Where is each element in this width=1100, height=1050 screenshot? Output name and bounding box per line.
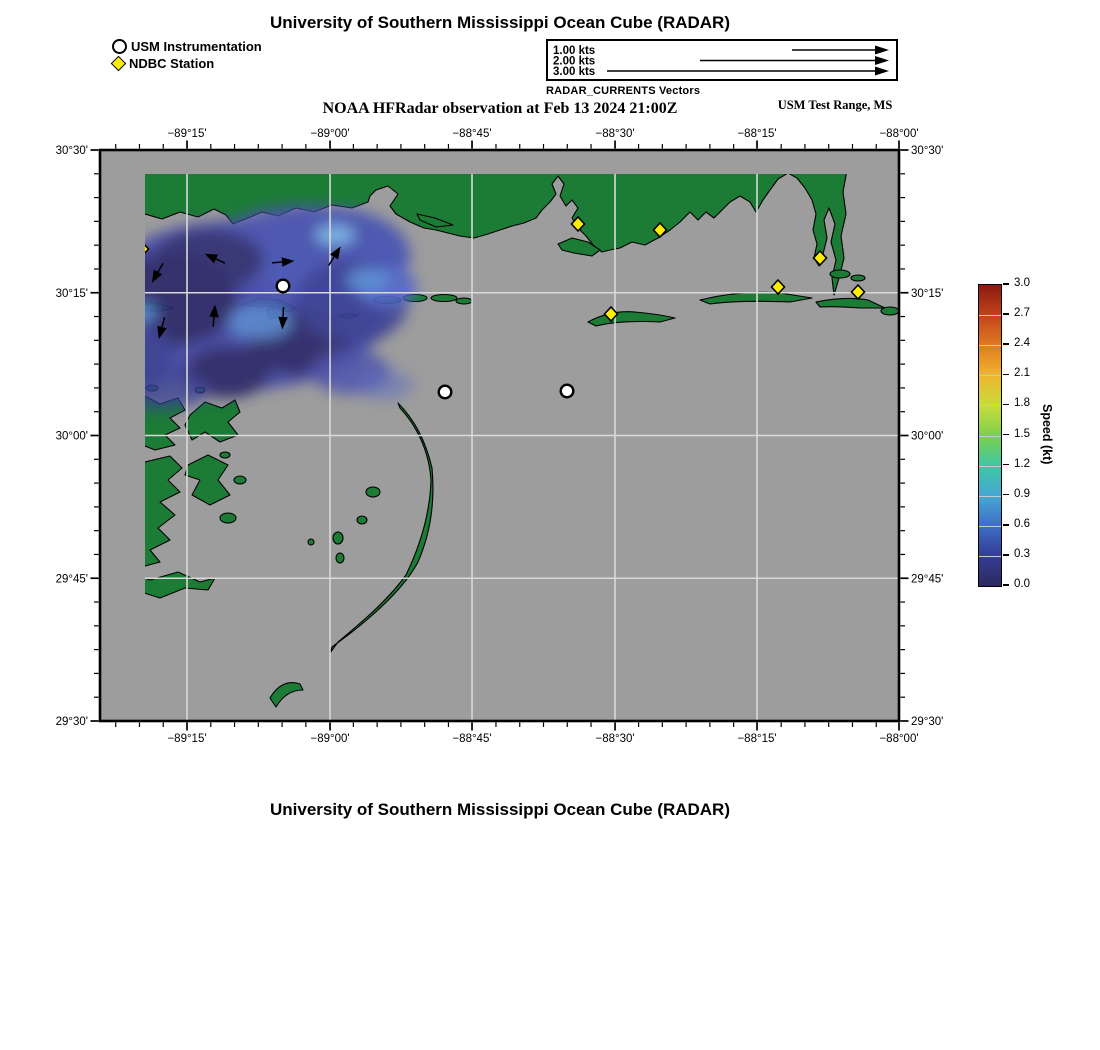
lat-tick-label: 30°15' (911, 287, 944, 300)
colorbar-tick (1003, 374, 1009, 376)
range-label: USM Test Range, MS (777, 98, 893, 112)
colorbar-tick-label: 0.0 (1014, 578, 1030, 590)
colorbar-tick (1003, 343, 1009, 345)
lat-tick-label: 30°30' (911, 145, 944, 157)
legend (112, 38, 262, 71)
colorbar-tick-label: 1.8 (1014, 397, 1030, 410)
small-island (336, 553, 344, 563)
lon-tick-label: −89°00' (310, 128, 350, 140)
colorbar-tick-label: 0.3 (1014, 547, 1030, 560)
colorbar-tick (1003, 494, 1009, 496)
lon-tick-label: −89°00' (310, 733, 350, 745)
colorbar-axis-label: Speed (kt) (1040, 404, 1054, 465)
usm-instrument-marker (439, 386, 452, 399)
map (55, 126, 965, 756)
colorbar-tick (1003, 313, 1009, 315)
colorbar-tick-label: 2.4 (1014, 337, 1030, 350)
lat-tick-label: 30°00' (55, 430, 88, 443)
legend-usm-label: USM Instrumentation (131, 38, 262, 54)
small-island (851, 275, 865, 281)
small-island (333, 532, 343, 544)
map-subtitle: NOAA HFRadar observation at Feb 13 2024 21:00Z (322, 100, 678, 117)
colorbar-tick-label: 2.7 (1014, 307, 1030, 320)
marsh-islet (220, 513, 236, 523)
marsh-islet (220, 452, 230, 458)
barrier-island (431, 295, 457, 302)
vector-scale-row-label: 2.00 kts (553, 55, 596, 68)
colorbar-tick-label: 1.5 (1014, 427, 1030, 440)
colorbar-tick (1003, 464, 1009, 466)
vector-scale-row-label: 3.00 kts (553, 66, 596, 78)
colorbar-step-line (979, 375, 1001, 376)
circle-icon (112, 39, 127, 54)
small-island (830, 270, 850, 278)
usm-instrument-marker (277, 280, 290, 293)
colorbar-step-line (979, 466, 1001, 467)
vector-scale-arrowhead-icon (875, 67, 889, 76)
vector-scale-box (546, 39, 898, 81)
colorbar-tick (1003, 524, 1009, 526)
lat-tick-label: 29°45' (55, 573, 88, 586)
legend-item-usm (112, 38, 262, 54)
colorbar-tick (1003, 554, 1009, 556)
lat-tick-label: 30°00' (911, 430, 944, 443)
colorbar (978, 284, 1002, 587)
colorbar-tick-label: 0.6 (1014, 517, 1030, 530)
lon-tick-label: −88°45' (452, 733, 492, 745)
colorbar-step-line (979, 436, 1001, 437)
colorbar-tick-label: 1.2 (1014, 457, 1030, 470)
usm-instrument-marker (561, 385, 574, 398)
lon-tick-label: −88°30' (595, 128, 635, 140)
lon-tick-label: −88°30' (595, 733, 635, 745)
lat-tick-label: 30°30' (55, 145, 88, 157)
marsh-islet (234, 476, 246, 484)
vector-scale-arrowhead-icon (875, 46, 889, 55)
colorbar-tick (1003, 404, 1009, 406)
lat-tick-label: 29°45' (911, 573, 944, 586)
colorbar-tick (1003, 584, 1009, 586)
vector-scale-rows (548, 41, 896, 79)
diamond-icon (111, 55, 127, 71)
colorbar-tick (1003, 434, 1009, 436)
colorbar-tick-label: 0.9 (1014, 487, 1030, 500)
legend-item-ndbc (112, 55, 262, 71)
colorbar-step-line (979, 345, 1001, 346)
lon-tick-label: −88°15' (737, 733, 777, 745)
small-island (308, 539, 314, 545)
lon-tick-label: −88°00' (879, 733, 919, 745)
figure-title-bottom: University of Southern Mississippi Ocean Cube (RADAR) (269, 800, 730, 819)
colorbar-tick-label: 3.0 (1014, 277, 1030, 289)
lon-tick-label: −89°15' (167, 733, 207, 745)
colorbar-step-line (979, 526, 1001, 527)
figure-title-top: University of Southern Mississippi Ocean Cube (RADAR) (269, 13, 730, 32)
barrier-island (456, 298, 472, 304)
lat-tick-label: 30°15' (55, 287, 88, 300)
lon-tick-label: −88°15' (737, 128, 777, 140)
lon-tick-label: −89°15' (167, 128, 207, 140)
colorbar-step-line (979, 556, 1001, 557)
small-island (881, 307, 899, 315)
vector-scale-arrowhead-icon (875, 56, 889, 65)
colorbar-step-line (979, 315, 1001, 316)
lon-tick-label: −88°45' (452, 128, 492, 140)
colorbar-tick-label: 2.1 (1014, 367, 1030, 380)
colorbar-tick (1003, 283, 1009, 285)
legend-ndbc-label: NDBC Station (129, 55, 215, 71)
lat-tick-label: 29°30' (55, 716, 88, 728)
vector-scale-row-label: 1.00 kts (553, 45, 596, 57)
small-island (366, 487, 380, 497)
vector-scale-caption: RADAR_CURRENTS Vectors (546, 85, 701, 97)
colorbar-step-line (979, 405, 1001, 406)
lat-tick-label: 29°30' (911, 716, 944, 728)
small-island (357, 516, 367, 524)
colorbar-step-line (979, 496, 1001, 497)
lon-tick-label: −88°00' (879, 128, 919, 140)
